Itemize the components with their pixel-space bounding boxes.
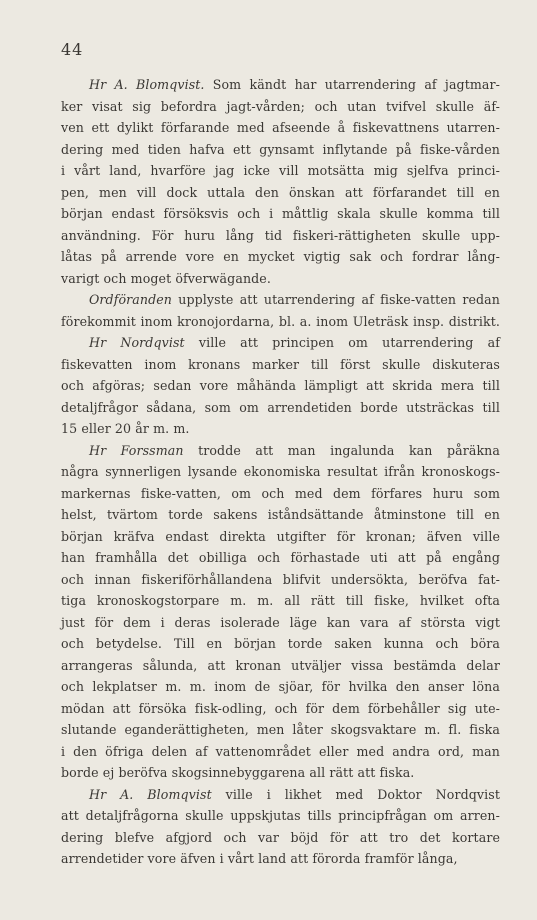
text-line <box>61 698 500 720</box>
text-line <box>61 848 500 870</box>
line-text: borde ej beröfva skogsinnebyggarena all rätt att fiska. <box>61 765 415 780</box>
text-line <box>61 655 500 677</box>
text-line <box>61 160 500 182</box>
text-line <box>61 547 500 569</box>
speaker-name: Hr A. Blomqvist. <box>89 77 205 92</box>
speaker-name: Hr Forssman <box>89 442 184 458</box>
line-text: ville att principen om utarrendering af <box>184 335 500 350</box>
text-line <box>61 354 500 376</box>
text-line <box>61 633 500 655</box>
line-text: att detaljfrågorna skulle uppskjutas tills principfrågan om arren- <box>61 808 500 823</box>
line-text: ker visat sig befordra jagt-vården; och utan tvifvel skulle äf- <box>61 98 500 114</box>
text-line <box>61 74 500 96</box>
line-text: arrangeras sålunda, att kronan utväljer vissa bestämda delar <box>61 657 500 673</box>
line-text: helst, tvärtom torde sakens iståndsättande åtminstone till en <box>61 507 500 522</box>
line-text: upplyste att utarrendering af fiske-vatten redan <box>172 292 500 307</box>
text-line <box>61 182 500 204</box>
text-line <box>61 332 500 354</box>
text-line <box>61 784 500 806</box>
line-text: i den öfriga delen af vattenområdet eller med andra ord, man <box>61 743 500 759</box>
text-line <box>61 418 500 440</box>
line-text: och betydelse. Till en början torde saken kunna och böra <box>61 636 500 651</box>
text-line <box>61 483 500 505</box>
text-line <box>61 117 500 139</box>
speaker-name: Hr A. Blomqvist <box>89 786 212 802</box>
line-text: och innan fiskeriförhållandena blifvit undersökta, beröfva fat- <box>61 571 500 587</box>
text-line <box>61 526 500 548</box>
line-text: ville i likhet med Doktor Nordqvist <box>211 786 500 802</box>
line-text: detaljfrågor sådana, som om arrendetiden borde utsträckas till <box>61 399 500 415</box>
text-line <box>61 96 500 118</box>
text-line <box>61 246 500 268</box>
line-text: varigt och moget öfverwägande. <box>61 270 271 286</box>
line-text: just för dem i deras isolerade läge kan vara af största vigt <box>61 614 500 630</box>
line-text: han framhålla det obilliga och förhastade uti att på engång <box>61 550 500 565</box>
text-line <box>61 461 500 483</box>
text-line <box>61 139 500 161</box>
text-line <box>61 741 500 763</box>
line-text: början kräfva endast direkta utgifter för kronan; äfven ville <box>61 528 500 544</box>
page-number: 44 <box>61 40 84 59</box>
text-line <box>61 375 500 397</box>
text-line <box>61 311 500 333</box>
line-text: slutande eganderättigheten, men låter skogsvaktare m. fl. fiska <box>61 722 500 737</box>
text-line <box>61 440 500 462</box>
text-line <box>61 203 500 225</box>
line-text: dering blefve afgjord och var böjd för att tro det kortare <box>61 829 500 845</box>
line-text: fiskevatten inom kronans marker till först skulle diskuteras <box>61 356 500 372</box>
line-text: trodde att man ingalunda kan påräkna <box>183 442 501 458</box>
speaker-name: Hr Nordqvist <box>89 335 185 350</box>
text-line <box>61 590 500 612</box>
text-line <box>61 504 500 526</box>
line-text: markernas fiske-vatten, om och med dem förfares huru som <box>61 485 500 501</box>
line-text: förekommit inom kronojordarna, bl. a. inom Uleträsk insp. distrikt. <box>61 313 500 329</box>
speaker-name: Ordföranden <box>89 292 173 307</box>
text-line <box>61 612 500 634</box>
text-line <box>61 676 500 698</box>
line-text: och afgöras; sedan vore måhända lämpligt att skrida mera till <box>61 378 500 393</box>
line-text: arrendetider vore äfven i vårt land att förorda framför långa, <box>61 851 458 866</box>
line-text: några synnerligen lysande ekonomiska resultat ifrån kronoskogs- <box>61 464 500 479</box>
text-line <box>61 762 500 784</box>
line-text: 15 eller 20 år m. m. <box>61 421 190 436</box>
text-line <box>61 805 500 827</box>
line-text: mödan att försöka fisk-odling, och för dem förbehåller sig ute- <box>61 700 500 716</box>
line-text: dering med tiden hafva ett gynsamt inflytande på fiske-vården <box>61 141 500 157</box>
text-line <box>61 569 500 591</box>
text-line <box>61 719 500 741</box>
line-text: tiga kronoskogstorpare m. m. all rätt till fiske, hvilket ofta <box>61 593 500 608</box>
line-text: låtas på arrende vore en mycket vigtig sak och fordrar lång- <box>61 249 500 264</box>
line-text: pen, men vill dock uttala den önskan att förfarandet till en <box>61 184 500 200</box>
body-text <box>61 74 500 870</box>
line-text: användning. För huru lång tid fiskeri-rättigheten skulle upp- <box>61 227 500 243</box>
line-text: och lekplatser m. m. inom de sjöar, för hvilka den anser löna <box>61 679 500 694</box>
text-line <box>61 225 500 247</box>
text-line <box>61 827 500 849</box>
text-line <box>61 289 500 311</box>
text-line <box>61 268 500 290</box>
line-text: början endast försöksvis och i måttlig skala skulle komma till <box>61 206 500 221</box>
line-text: Som kändt har utarrendering af jagtmar- <box>204 77 500 92</box>
text-line <box>61 397 500 419</box>
line-text: i vårt land, hvarföre jag icke vill motsätta mig sjelfva princi- <box>61 163 500 178</box>
line-text: ven ett dylikt förfarande med afseende å fiskevattnens utarren- <box>61 120 500 135</box>
